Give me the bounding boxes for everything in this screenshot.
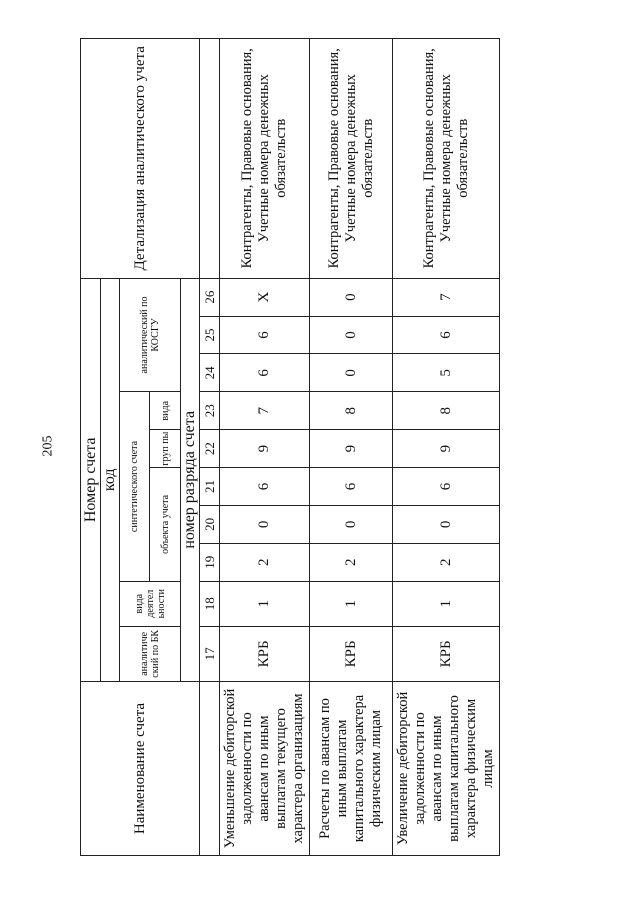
digit-cell: 23 <box>200 392 220 430</box>
header-account-object: объекта учета <box>150 468 181 582</box>
row-value: КРБ <box>310 626 393 681</box>
digit-blank-left <box>200 681 220 855</box>
row-value: 0 <box>310 505 393 543</box>
row-value: КРБ <box>220 626 310 681</box>
row-value: 2 <box>393 543 500 581</box>
digit-cell: 26 <box>200 278 220 316</box>
row-value: 9 <box>393 430 500 468</box>
rotated-table-wrapper <box>80 38 496 856</box>
header-digit-number: номер разряда счета <box>181 278 200 681</box>
header-analytical-bk: аналитиче ский по БК <box>120 626 181 681</box>
row-account-name: Расчеты по авансам по иным выплатам капитального характера физическим лицам <box>310 681 393 855</box>
row-value: 6 <box>220 468 310 506</box>
digit-cell: 20 <box>200 505 220 543</box>
digit-cell: 25 <box>200 316 220 354</box>
header-row-1 <box>81 39 101 856</box>
row-value: 0 <box>393 505 500 543</box>
header-synthetic-account: синтетического счета <box>120 392 150 581</box>
row-value: 8 <box>310 392 393 430</box>
row-value: 9 <box>220 430 310 468</box>
header-kind: вида <box>150 392 181 430</box>
digit-cell: 19 <box>200 543 220 581</box>
row-value: 1 <box>393 581 500 626</box>
row-account-name: Увеличение дебиторской задолженности по авансам по иным выплатам капитального характера физическим лицам <box>393 681 500 855</box>
row-value: 7 <box>220 392 310 430</box>
digit-cell: 24 <box>200 354 220 392</box>
row-account-name: Уменьшение дебиторской задолженности по авансам по иным выплатам текущего характера организациям <box>220 681 310 855</box>
row-value: Х <box>220 278 310 316</box>
row-value: КРБ <box>393 626 500 681</box>
row-value: 9 <box>310 430 393 468</box>
header-group: груп пы <box>150 430 181 468</box>
digit-blank-right <box>200 39 220 279</box>
digit-cell: 22 <box>200 430 220 468</box>
row-value: 0 <box>310 354 393 392</box>
row-value: 7 <box>393 278 500 316</box>
table-row <box>310 39 393 856</box>
row-value: 8 <box>393 392 500 430</box>
row-value: 5 <box>393 354 500 392</box>
header-analytical-detail: Детализация аналитического учета <box>81 39 200 279</box>
row-value: 6 <box>220 354 310 392</box>
row-value: 0 <box>310 316 393 354</box>
row-value: 6 <box>310 468 393 506</box>
header-code: код <box>101 278 120 681</box>
digits-row <box>200 39 220 856</box>
row-value: 6 <box>220 316 310 354</box>
row-value: 6 <box>393 468 500 506</box>
digit-cell: 17 <box>200 626 220 681</box>
digit-cell: 21 <box>200 468 220 506</box>
table-row <box>393 39 500 856</box>
row-value: 1 <box>310 581 393 626</box>
accounts-table <box>80 38 500 856</box>
header-kosgu: аналитический по КОСГУ <box>120 278 181 392</box>
row-value: 6 <box>393 316 500 354</box>
page-number: 205 <box>40 435 56 457</box>
row-value: 1 <box>220 581 310 626</box>
row-value: 0 <box>310 278 393 316</box>
table-row <box>220 39 310 856</box>
row-detail: Контрагенты, Правовые основания, Учетные номера денежных обязательств <box>393 39 500 279</box>
row-value: 2 <box>310 543 393 581</box>
row-detail: Контрагенты, Правовые основания, Учетные номера денежных обязательств <box>220 39 310 279</box>
row-detail: Контрагенты, Правовые основания, Учетные номера денежных обязательств <box>310 39 393 279</box>
header-account-number: Номер счета <box>81 278 101 681</box>
header-account-name: Наименование счета <box>81 681 200 855</box>
digit-cell: 18 <box>200 581 220 626</box>
row-value: 2 <box>220 543 310 581</box>
row-value: 0 <box>220 505 310 543</box>
header-activity-type: вида деятел ьности <box>120 581 181 626</box>
